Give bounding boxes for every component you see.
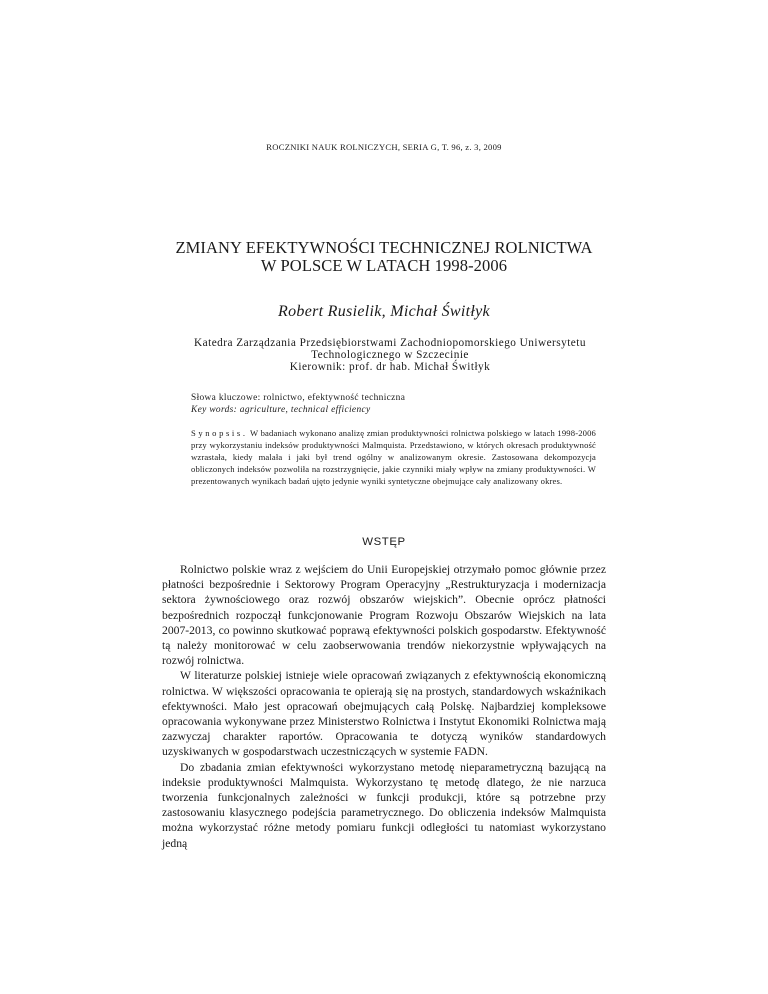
body-text <box>162 562 606 851</box>
article-title <box>0 239 768 275</box>
keywords-polish: Słowa kluczowe: rolnictwo, efektywność techniczna <box>191 393 406 403</box>
affiliation: Katedra Zarządzania Przedsiębiorstwami Zachodniopomorskiego Uniwersytetu Technologicznego w Szczecinie <box>194 337 586 361</box>
paragraph: W literaturze polskiej istnieje wiele opracowań związanych z efektywnością ekonomiczną rolnictwa. W większości opracowania te opierają się na prostych, standardowych wskaźnikach efektywności. Mało jest opracowań obejmujących całą Polskę. Najbardziej kompleksowe opracowania wykonywane przez Ministerstwo Rolnictwa i Instytut Ekonomiki Rolnictwa mają zazwyczaj charakter raportów. Opracowania te dotyczą wyników standardowych uzyskiwanych w gospodarstwach uczestniczących w systemie FADN. <box>162 669 606 759</box>
paragraph: Rolnictwo polskie wraz z wejściem do Unii Europejskiej otrzymało pomoc głównie przez płatności bezpośrednie i Sektorowy Program Operacyjny „Restrukturyzacja i modernizacja sektora żywnościowego oraz rozwój obszarów wiejskich”. Obecnie oprócz płatności bezpośrednich rozpoczął funkcjonowanie Program Rozwoju Obszarów Wiejskich na lata 2007-2013, co powinno skutkować poprawą efektywności polskich gospodarstw. Efektywność tą należy monitorować w celu zaobserwowania trendów niekorzystnie wpływających na rozwój rolnictwa. <box>162 563 606 668</box>
affiliation-block <box>155 337 625 373</box>
authors: Robert Rusielik, Michał Świtłyk <box>278 303 490 320</box>
title-line-1: ZMIANY EFEKTYWNOŚCI TECHNICZNEJ ROLNICTWA <box>175 238 593 257</box>
section-heading: WSTĘP <box>362 536 406 548</box>
synopsis <box>191 427 596 487</box>
keywords-block <box>191 392 611 416</box>
title-line-2: W POLSCE W LATACH 1998-2006 <box>260 256 508 275</box>
synopsis-text: W badaniach wykonano analizę zmian produktywności rolnictwa polskiego w latach 1998-2006 przy wykorzystaniu indeksów produktywności Malmquista. Przedstawiono, w których okresach produktywność wzrastała, kiedy malała i jaki był trend ogólny w analizowanym okresie. Zastosowana dekompozycja obliczonych indeksów pozwoliła na rozstrzygnięcie, jakie czynniki miały wpływ na zmiany produktywności. W prezentowanych wynikach badań ujęto jedynie wyniki syntetyczne obejmujące cały analizowany okres. <box>191 428 596 486</box>
department-head: Kierownik: prof. dr hab. Michał Świtłyk <box>289 361 491 373</box>
running-head: ROCZNIKI NAUK ROLNICZYCH, SERIA G, T. 96, z. 3, 2009 <box>266 142 502 152</box>
paragraph: Do zbadania zmian efektywności wykorzystano metodę nieparametryczną bazującą na indeksie produktywności Malmquista. Wykorzystano tę metodę dlatego, że nie narzuca tworzenia funkcjonalnych zależności w funkcji produkcji, które są potrzebne przy zastosowaniu klasycznego podejścia parametrycznego. Do obliczenia indeksów Malmquista można wykorzystać różne metody pomiaru funkcji odległości tu natomiast wykorzystano jedną <box>162 760 606 850</box>
keywords-english: Key words: agriculture, technical efficiency <box>191 405 371 415</box>
synopsis-label: Synopsis. <box>191 428 248 438</box>
